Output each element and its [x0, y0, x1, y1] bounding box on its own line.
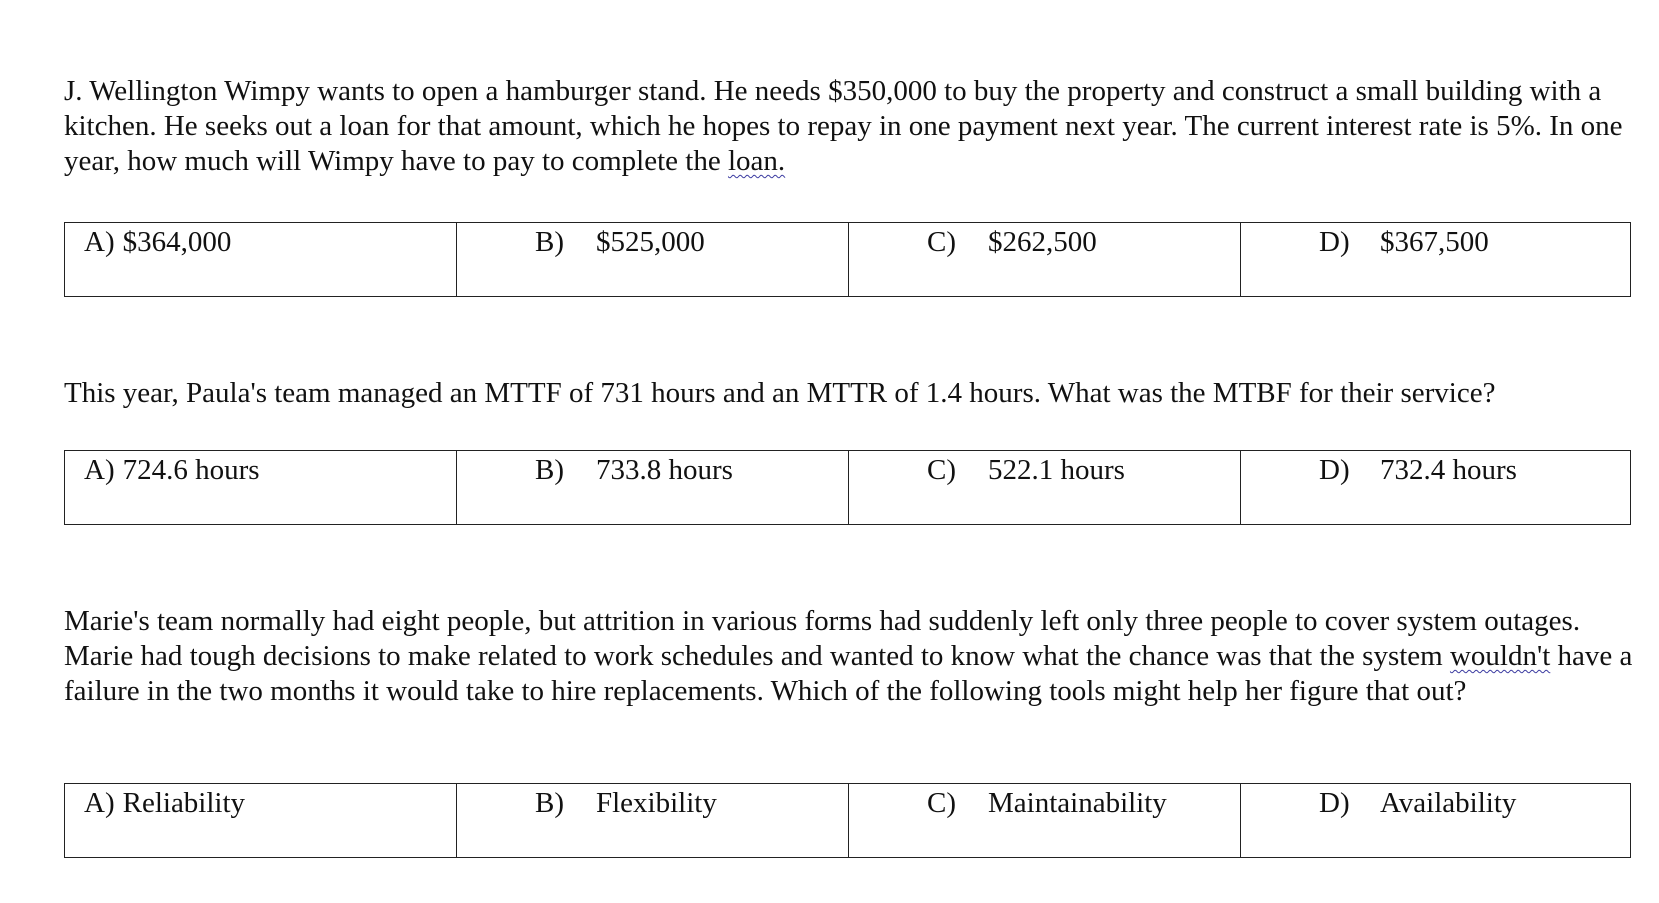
- option-value: $262,500: [988, 226, 1097, 258]
- option-value: $525,000: [596, 226, 705, 258]
- question-1-option-b[interactable]: B) $525,000: [457, 223, 849, 296]
- option-value: Maintainability: [988, 787, 1167, 819]
- question-1-option-a[interactable]: A) $364,000: [65, 223, 457, 296]
- question-3-option-d[interactable]: D) Availability: [1319, 787, 1517, 819]
- question-1-option-d[interactable]: D) $367,500: [1319, 226, 1489, 258]
- question-3-text-after: have a failure in the two months it would take to hire replacements. Which of the following tools might help her figure that out?: [64, 640, 1633, 707]
- question-1-option-c[interactable]: C) $262,500: [849, 223, 1241, 296]
- question-2-text-before: This year, Paula's team managed an MTTF of 731 hours and an MTTR of 1.4 hours. What was the MTBF for their service?: [64, 377, 1496, 409]
- question-1-options-table: [64, 222, 1631, 297]
- question-3-option-b[interactable]: B) Flexibility: [457, 784, 849, 857]
- question-3-options-table: [64, 783, 1631, 858]
- question-2-option-a[interactable]: A) 724.6 hours: [65, 451, 457, 524]
- question-2-text: [64, 376, 1644, 411]
- question-2-option-c[interactable]: C) 522.1 hours: [849, 451, 1241, 524]
- option-value: $367,500: [1380, 226, 1489, 258]
- question-3-option-a[interactable]: A) Reliability: [65, 784, 457, 857]
- option-value: Reliability: [122, 787, 246, 819]
- option-value: 732.4 hours: [1380, 454, 1517, 486]
- spellcheck-flagged-word[interactable]: wouldn't: [1449, 640, 1551, 672]
- question-2-option-b[interactable]: B) 733.8 hours: [457, 451, 849, 524]
- question-1-text: [64, 74, 1644, 179]
- question-3-option-c[interactable]: C) Maintainability: [849, 784, 1241, 857]
- spellcheck-flagged-word[interactable]: loan.: [727, 145, 786, 177]
- option-value: $364,000: [122, 226, 232, 258]
- question-3-text-before: Marie's team normally had eight people, but attrition in various forms had suddenly left only three people to cover system outages. Marie had tough decisions to make related to work schedules and wanted to know what the chance was that the system: [64, 605, 1581, 672]
- option-value: 733.8 hours: [596, 454, 733, 486]
- question-3-text: [64, 604, 1644, 709]
- question-2-options-table: [64, 450, 1631, 525]
- question-1-text-before: J. Wellington Wimpy wants to open a hamburger stand. He needs $350,000 to buy the property and construct a small building with a kitchen. He seeks out a loan for that amount, which he hopes to repay in one payment next year. The current interest rate is 5%. In one year, how much will Wimpy have to pay to complete the: [64, 75, 1623, 177]
- option-value: 724.6 hours: [122, 454, 260, 486]
- option-value: Availability: [1380, 787, 1517, 819]
- option-value: Flexibility: [596, 787, 717, 819]
- question-2-option-d[interactable]: D) 732.4 hours: [1319, 454, 1517, 486]
- option-value: 522.1 hours: [988, 454, 1125, 486]
